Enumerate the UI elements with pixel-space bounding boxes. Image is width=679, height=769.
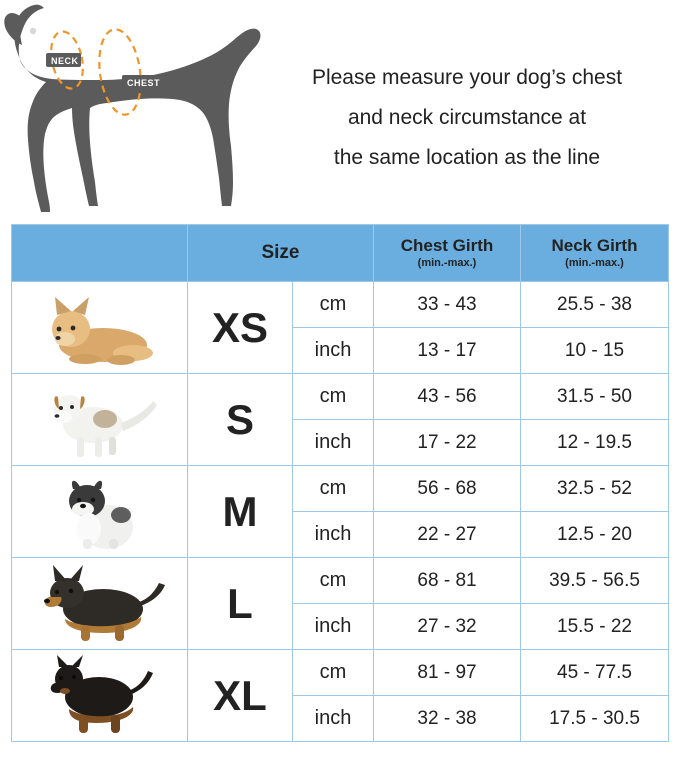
neck-inch-l: 15.5 - 22 [521,604,669,650]
unit-cm-xs: cm [293,282,374,328]
chest-inch-l: 27 - 32 [374,604,521,650]
instruction-line-3: the same location as the line [333,146,601,169]
header-neck-main: Neck Girth [551,236,638,255]
row-dog-image-m [12,466,188,558]
header-image-blank [12,225,188,282]
size-table-wrapper [11,224,668,742]
header-chest [374,225,521,282]
dog-photo-chihuahua [25,287,175,369]
chest-cm-l: 68 - 81 [374,558,521,604]
chest-cm-s: 43 - 56 [374,374,521,420]
header-section [0,0,679,218]
dog-measurement-illustration [0,0,268,215]
header-size: Size [188,225,374,282]
neck-inch-xl: 17.5 - 30.5 [521,696,669,742]
dog-silhouette [4,5,260,212]
table-row [12,558,669,604]
table-row [12,374,669,420]
header-chest-sub: (min.-max.) [417,257,477,269]
header-neck [521,225,669,282]
dog-photo-german-shepherd [25,563,175,645]
neck-cm-s: 31.5 - 50 [521,374,669,420]
instruction-line-2: and neck circumstance at [347,106,587,129]
neck-label: NECK [51,56,79,66]
dog-photo-doberman [25,655,175,737]
chest-inch-xs: 13 - 17 [374,328,521,374]
row-size-xl: XL [188,650,293,742]
row-dog-image-xs [12,282,188,374]
chest-inch-xl: 32 - 38 [374,696,521,742]
table-row [12,282,669,328]
header-chest-main: Chest Girth [400,236,494,255]
neck-cm-xl: 45 - 77.5 [521,650,669,696]
neck-inch-xs: 10 - 15 [521,328,669,374]
chest-cm-xl: 81 - 97 [374,650,521,696]
neck-inch-s: 12 - 19.5 [521,420,669,466]
chest-cm-xs: 33 - 43 [374,282,521,328]
chest-label: CHEST [127,78,161,88]
row-size-xs: XS [188,282,293,374]
unit-cm-s: cm [293,374,374,420]
table-row [12,466,669,512]
chest-measure-line [94,27,146,118]
unit-inch-m: inch [293,512,374,558]
row-size-s: S [188,374,293,466]
chest-inch-s: 17 - 22 [374,420,521,466]
neck-cm-xs: 25.5 - 38 [521,282,669,328]
chest-inch-m: 22 - 27 [374,512,521,558]
table-header-row [12,225,669,282]
neck-inch-m: 12.5 - 20 [521,512,669,558]
header-neck-sub: (min.-max.) [565,257,624,269]
unit-inch-s: inch [293,420,374,466]
unit-cm-xl: cm [293,650,374,696]
measure-instruction [262,58,672,178]
size-table [11,224,669,742]
row-size-m: M [188,466,293,558]
unit-cm-m: cm [293,466,374,512]
neck-cm-m: 32.5 - 52 [521,466,669,512]
row-dog-image-l [12,558,188,650]
dog-photo-french-bulldog [25,471,175,553]
unit-inch-xs: inch [293,328,374,374]
row-dog-image-s [12,374,188,466]
neck-cm-l: 39.5 - 56.5 [521,558,669,604]
row-size-l: L [188,558,293,650]
unit-cm-l: cm [293,558,374,604]
unit-inch-xl: inch [293,696,374,742]
dog-photo-jack-russell-terrier [25,379,175,461]
row-dog-image-xl [12,650,188,742]
chest-cm-m: 56 - 68 [374,466,521,512]
table-row [12,650,669,696]
instruction-line-1: Please measure your dog’s chest [311,66,623,89]
unit-inch-l: inch [293,604,374,650]
